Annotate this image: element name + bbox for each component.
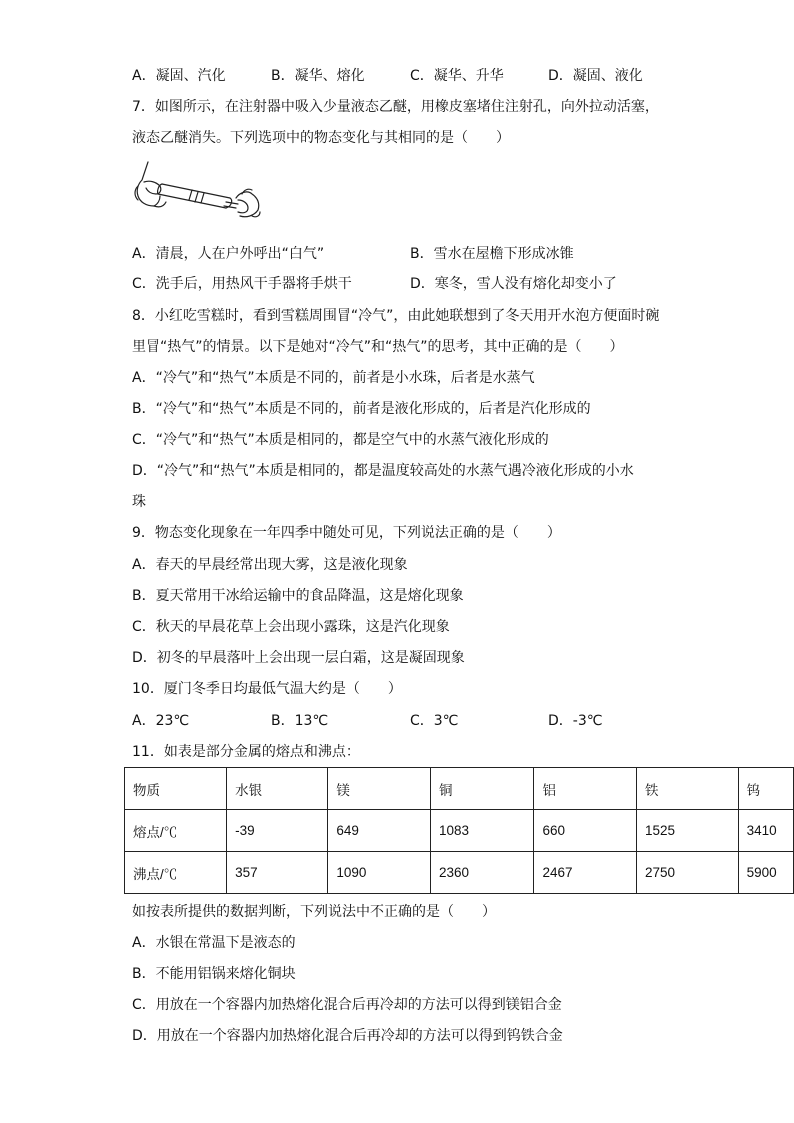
table-cell: 660 (534, 810, 637, 852)
q7-option-c: C．洗手后，用热风干手器将手烘干 (132, 276, 352, 292)
table-cell: -39 (227, 810, 328, 852)
q6-option-a: A．凝固、汽化 (132, 68, 226, 84)
q11-option-c: C．用放在一个容器内加热熔化混合后再冷却的方法可以得到镁铝合金 (132, 997, 562, 1013)
q11-option-a: A．水银在常温下是液态的 (132, 935, 296, 951)
table-cell: 5900 (738, 852, 793, 894)
table-cell: 1525 (637, 810, 739, 852)
table-cell: 镁 (328, 768, 431, 810)
q7-stem-line1: 7．如图所示，在注射器中吸入少量液态乙醚，用橡皮塞堵住注射孔，向外拉动活塞， (132, 99, 659, 115)
q9-option-c: C．秋天的早晨花草上会出现小露珠，这是汽化现象 (132, 619, 450, 635)
table-cell: 沸点/℃ (125, 852, 227, 894)
table-cell: 铝 (534, 768, 637, 810)
table-cell: 物质 (125, 768, 227, 810)
q11-stem: 11．如表是部分金属的熔点和沸点： (132, 744, 360, 760)
table-header-row (125, 768, 794, 810)
table-row (125, 810, 794, 852)
q10-option-a: A．23℃ (132, 713, 190, 729)
q8-option-d: D．“冷气”和“热气”本质是相同的，都是温度较高处的水蒸气遇冷液化形成的小水 (132, 463, 634, 479)
metal-properties-table (124, 767, 794, 894)
syringe-illustration (132, 160, 262, 222)
q9-stem: 9．物态变化现象在一年四季中随处可见，下列说法正确的是（ ） (132, 525, 561, 541)
q7-option-b: B．雪水在屋檐下形成冰锥 (410, 246, 574, 262)
q7-stem-line2: 液态乙醚消失。下列选项中的物态变化与其相同的是（ ） (132, 130, 510, 146)
table-cell: 铜 (430, 768, 534, 810)
table-cell: 2750 (637, 852, 739, 894)
table-cell: 熔点/℃ (125, 810, 227, 852)
q9-option-a: A．春天的早晨经常出现大雾，这是液化现象 (132, 557, 408, 573)
q11-option-b: B．不能用铝锅来熔化铜块 (132, 966, 296, 982)
q9-option-b: B．夏天常用干冰给运输中的食品降温，这是熔化现象 (132, 588, 464, 604)
q6-option-d: D．凝固、液化 (548, 68, 643, 84)
q6-option-c: C．凝华、升华 (410, 68, 504, 84)
table-cell: 2360 (430, 852, 534, 894)
q9-option-d: D．初冬的早晨落叶上会出现一层白霜，这是凝固现象 (132, 650, 465, 666)
q8-option-d-continued: 珠 (132, 494, 146, 510)
q11-option-d: D．用放在一个容器内加热熔化混合后再冷却的方法可以得到钨铁合金 (132, 1028, 563, 1044)
q8-stem-line2: 里冒“热气”的情景。以下是她对“冷气”和“热气”的思考，其中正确的是（ ） (132, 339, 624, 355)
q8-stem-line1: 8．小红吃雪糕时，看到雪糕周围冒“冷气”，由此她联想到了冬天用开水泡方便面时碗 (132, 308, 660, 324)
table-row (125, 852, 794, 894)
q8-option-b: B．“冷气”和“热气”本质是不同的，前者是液化形成的，后者是汽化形成的 (132, 401, 591, 417)
q10-stem: 10．厦门冬季日均最低气温大约是（ ） (132, 681, 402, 697)
table-cell: 1090 (328, 852, 431, 894)
q10-option-b: B．13℃ (271, 713, 329, 729)
table-cell: 铁 (637, 768, 739, 810)
table-cell: 1083 (430, 810, 534, 852)
table-cell: 649 (328, 810, 431, 852)
table-cell: 3410 (738, 810, 793, 852)
q6-option-b: B．凝华、熔化 (271, 68, 365, 84)
q7-option-d: D．寒冬，雪人没有熔化却变小了 (410, 276, 617, 292)
q8-option-a: A．“冷气”和“热气”本质是不同的，前者是小水珠，后者是水蒸气 (132, 370, 535, 386)
q7-option-a: A．清晨，人在户外呼出“白气” (132, 246, 325, 262)
q11-question: 如按表所提供的数据判断，下列说法中不正确的是（ ） (132, 904, 496, 920)
table-cell: 钨 (738, 768, 793, 810)
table-cell: 357 (227, 852, 328, 894)
q10-option-c: C．3℃ (410, 713, 459, 729)
table-cell: 2467 (534, 852, 637, 894)
q8-option-c: C．“冷气”和“热气”本质是相同的，都是空气中的水蒸气液化形成的 (132, 432, 549, 448)
table-cell: 水银 (227, 768, 328, 810)
q10-option-d: D．-3℃ (548, 713, 603, 729)
